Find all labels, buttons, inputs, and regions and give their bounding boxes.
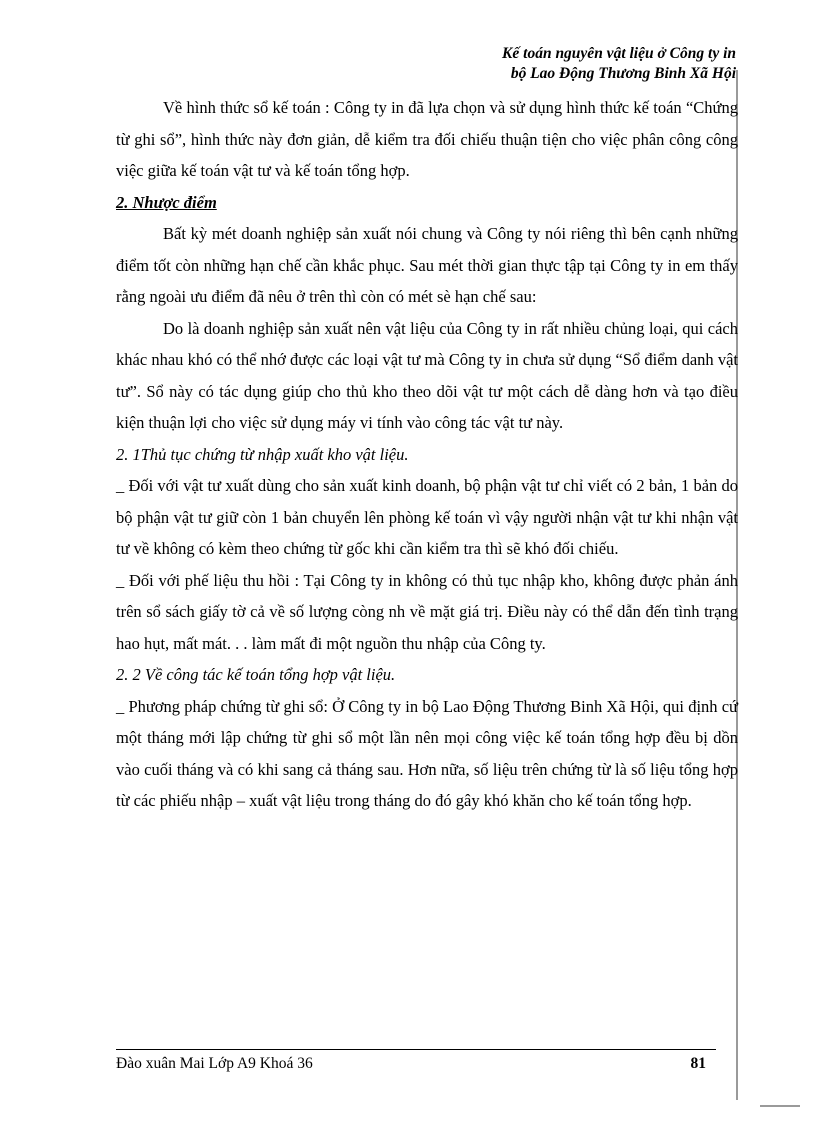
header-line-2: bộ Lao Động Thương Binh Xã Hội: [510, 65, 736, 82]
paragraph-issued-materials: _ Đối với vật tư xuất dùng cho sản xuất kinh doanh, bộ phận vật tư chỉ viết có 2 bản, 1 bản do bộ phận vật tư giữ còn 1 bản chuyển lên phòng kế toán vì vậy người nhận vật tư khi nhận vật tư về không có kèm theo chứng từ gốc khi cần kiểm tra thì sẽ khó đối chiếu.: [116, 476, 738, 558]
paragraph-material-register: Do là doanh nghiệp sản xuất nên vật liệu của Công ty in rất nhiều chủng loại, qui cách khác nhau khó có thể nhớ được các loại vật tư mà Công ty in chưa sử dụng “Sổ điểm danh vật tư”. Sổ này có tác dụng giúp cho thủ kho theo dõi vật tư một cách dễ dàng hơn và tạo điều kiện thuận lợi cho việc sử dụng máy vi tính vào công tác vật tư này.: [116, 318, 738, 432]
page-number: 81: [690, 1055, 706, 1072]
header-line-1: Kế toán nguyên vật liệu ở Công ty in: [502, 45, 736, 62]
paragraph-accounting-form: Về hình thức sổ kế toán : Công ty in đã lựa chọn và sử dụng hình thức kế toán “Chứng từ ghi sổ”, hình thức này đơn giản, dễ kiểm tra đối chiếu thuận tiện cho việc phân công công việc giữa kế toán vật tư và kế toán tổng hợp.: [116, 98, 738, 180]
paragraph-voucher-method: _ Phương pháp chứng từ ghi sổ: Ở Công ty in bộ Lao Động Thương Binh Xã Hội, qui định cứ một tháng mới lập chứng từ ghi sổ một lần nên mọi công việc kế toán tổng hợp đều bị dồn vào cuối tháng và có khi sang cả tháng sau. Hơn nữa, số liệu trên chứng từ là số liệu tổng hợp từ các phiếu nhập – xuất vật liệu trong tháng do đó gây khó khăn cho kế toán tổng hợp.: [116, 696, 738, 810]
running-header: [502, 44, 736, 84]
subsection-heading-2-1: 2. 1Thủ tục chứng từ nhập xuất kho vật liệu.: [116, 444, 409, 464]
footer-author: Đào xuân Mai Lớp A9 Khoá 36: [116, 1055, 313, 1072]
section-heading-weaknesses: 2. Nhược điểm: [116, 192, 217, 212]
paragraph-limitations-intro: Bất kỳ mét doanh nghiệp sản xuất nói chung và Công ty nói riêng thì bên cạnh những điểm tốt còn những hạn chế cần khắc phục. Sau mét thời gian thực tập tại Công ty in em thấy rằng ngoài ưu điểm đã nêu ở trên thì còn có mét sè hạn chế sau:: [116, 224, 738, 306]
footer-divider: [116, 1049, 716, 1050]
paragraph-scrap-recovery: _ Đối với phế liệu thu hồi : Tại Công ty in không có thủ tục nhập kho, không được phản ánh trên sổ sách giấy tờ cả về số lượng còng nh về mặt giá trị. Điều này có thể dẫn đến tình trạng hao hụt, mất mát. . . làm mất đi một nguồn thu nhập của Công ty.: [116, 570, 738, 653]
document-body: [116, 92, 738, 817]
subsection-heading-2-2: 2. 2 Về công tác kế toán tổng hợp vật liệu.: [116, 665, 396, 684]
page-shadow-bottom: [760, 1105, 800, 1107]
